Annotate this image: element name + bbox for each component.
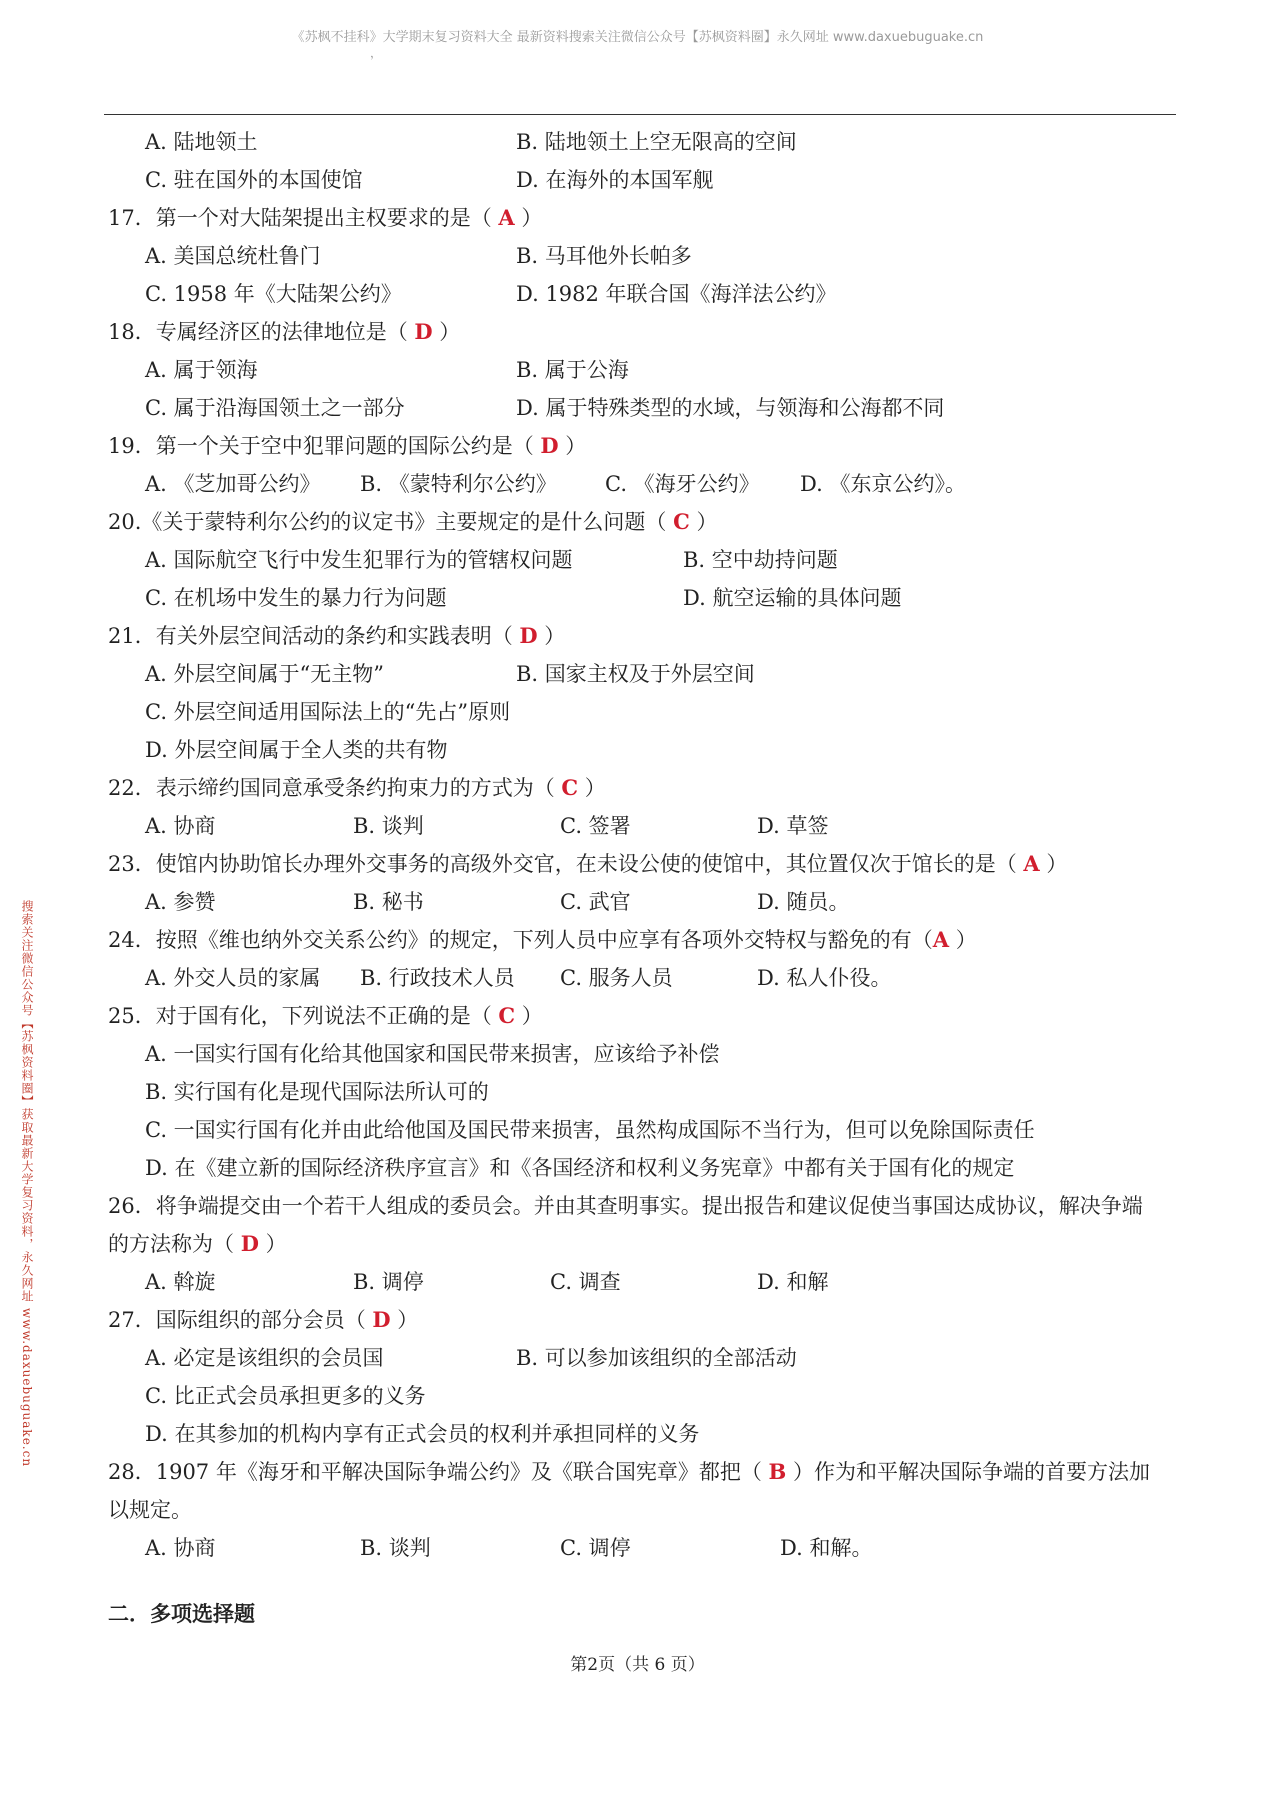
- question-24: 24．按照《维也纳外交关系公约》的规定，下列人员中应享有各项外交特权与豁免的有（A ）: [108, 927, 977, 952]
- option-line: C. 比正式会员承担更多的义务: [145, 1384, 426, 1408]
- option-line: D. 在《建立新的国际经济秩序宣言》和《各国经济和权利义务宪章》中都有关于国有化的规定: [145, 1156, 1015, 1180]
- option-line: C. 属于沿海国领土之一部分: [145, 396, 405, 420]
- answer-17: A: [498, 205, 515, 230]
- option-line: D. 外层空间属于全人类的共有物: [145, 738, 448, 762]
- question-22: 22．表示缔约国同意承受条约拘束力的方式为（ C ）: [108, 775, 606, 800]
- question-17: 17．第一个对大陆架提出主权要求的是（ A ）: [108, 205, 543, 230]
- option-line: A. 美国总统杜鲁门: [145, 244, 321, 268]
- answer-27: D: [372, 1307, 391, 1332]
- answer-26: D: [240, 1231, 259, 1256]
- answer-21: D: [519, 623, 538, 648]
- question-21: 21．有关外层空间活动的条约和实践表明（ D ）: [108, 623, 566, 648]
- option-line: A. 协商: [145, 814, 216, 838]
- option-line: D. 在海外的本国军舰: [516, 168, 714, 192]
- option-line: A. 必定是该组织的会员国: [145, 1346, 384, 1370]
- option-line: B. 陆地领土上空无限高的空间: [516, 130, 797, 154]
- option-line: D. 随员。: [757, 890, 850, 914]
- option-line: A. 属于领海: [145, 358, 258, 382]
- side-watermark-text: 搜索关注微信公众号【苏枫资料圈】获取最新大学复习资料，永久网址 www.daxuebuguake.cn: [20, 900, 34, 1468]
- option-line: C. 调查: [550, 1270, 621, 1294]
- option-line: B. 实行国有化是现代国际法所认可的: [145, 1080, 489, 1104]
- option-line: D. 在其参加的机构内享有正式会员的权利并承担同样的义务: [145, 1422, 700, 1446]
- option-line: A. 陆地领土: [145, 130, 258, 154]
- option-line: C. 在机场中发生的暴力行为问题: [145, 586, 447, 610]
- answer-28: B: [768, 1459, 787, 1484]
- option-line: C. 服务人员: [560, 966, 673, 990]
- option-line: B. 谈判: [360, 1536, 431, 1560]
- answer-19: D: [540, 433, 559, 458]
- option-line: A. 参赞: [145, 890, 216, 914]
- option-line: B. 行政技术人员: [360, 966, 515, 990]
- option-line: C. 一国实行国有化并由此给他国及国民带来损害，虽然构成国际不当行为，但可以免除国际责任: [145, 1118, 1035, 1142]
- option-line: B. 空中劫持问题: [683, 548, 838, 572]
- answer-20: C: [673, 509, 690, 534]
- option-line: A. 国际航空飞行中发生犯罪行为的管辖权问题: [145, 548, 573, 572]
- question-28-cont: 以规定。: [108, 1498, 192, 1522]
- question-26-cont: 的方法称为（ D ）: [108, 1231, 287, 1256]
- answer-25: C: [498, 1003, 516, 1028]
- question-20: 20.《关于蒙特利尔公约的议定书》主要规定的是什么问题（ C ）: [108, 509, 718, 534]
- option-line: C. 1958 年《大陆架公约》: [145, 282, 402, 306]
- option-line: B. 马耳他外长帕多: [516, 244, 692, 268]
- option-line: C. 《海牙公约》: [605, 472, 760, 496]
- option-line: C. 驻在国外的本国使馆: [145, 168, 363, 192]
- question-27: 27．国际组织的部分会员（ D ）: [108, 1307, 419, 1332]
- option-line: D. 属于特殊类型的水域，与领海和公海都不同: [516, 396, 945, 420]
- option-line: A. 协商: [145, 1536, 216, 1560]
- option-line: B. 可以参加该组织的全部活动: [516, 1346, 797, 1370]
- option-line: C. 调停: [560, 1536, 631, 1560]
- option-line: A. 斡旋: [145, 1270, 216, 1294]
- question-23: 23．使馆内协助馆长办理外交事务的高级外交官，在未设公使的使馆中，其位置仅次于馆长的是（ A ）: [108, 851, 1068, 876]
- option-line: D. 私人仆役。: [757, 966, 892, 990]
- answer-24: A: [932, 927, 950, 952]
- question-25: 25．对于国有化，下列说法不正确的是（ C ）: [108, 1003, 543, 1028]
- answer-18: D: [414, 319, 433, 344]
- option-line: C. 外层空间适用国际法上的“先占”原则: [145, 700, 511, 724]
- option-line: A. 外交人员的家属: [145, 966, 321, 990]
- option-line: A. 外层空间属于“无主物”: [145, 662, 384, 686]
- option-line: D. 1982 年联合国《海洋法公约》: [516, 282, 837, 306]
- option-line: B. 谈判: [353, 814, 424, 838]
- page-footer: 第2页（共 6 页）: [570, 1655, 705, 1675]
- option-line: D. 和解。: [780, 1536, 873, 1560]
- option-line: B. 属于公海: [516, 358, 629, 382]
- option-line: C. 武官: [560, 890, 631, 914]
- option-line: D. 和解: [757, 1270, 829, 1294]
- option-line: D. 《东京公约》。: [800, 472, 966, 496]
- page-header: 《苏枫不挂科》大学期末复习资料大全 最新资料搜索关注微信公众号【苏枫资料圈】永久网址 www.daxuebuguake.cn: [291, 30, 984, 45]
- option-line: B. 调停: [353, 1270, 424, 1294]
- question-26: 26．将争端提交由一个若干人组成的委员会。并由其查明事实。提出报告和建议促使当事国达成协议，解决争端: [108, 1194, 1143, 1218]
- answer-22: C: [561, 775, 579, 800]
- option-line: C. 签署: [560, 814, 631, 838]
- header-mark: ，: [370, 46, 383, 60]
- question-19: 19．第一个关于空中犯罪问题的国际公约是（ D ）: [108, 433, 587, 458]
- option-line: A. 一国实行国有化给其他国家和国民带来损害，应该给予补偿: [145, 1042, 720, 1066]
- header-rule: [104, 114, 1176, 115]
- option-line: A. 《芝加哥公约》: [145, 472, 321, 496]
- option-line: D. 航空运输的具体问题: [683, 586, 902, 610]
- option-line: B. 《蒙特利尔公约》: [360, 472, 557, 496]
- option-line: B. 国家主权及于外层空间: [516, 662, 755, 686]
- option-line: B. 秘书: [353, 890, 424, 914]
- question-18: 18．专属经济区的法律地位是（ D ）: [108, 319, 461, 344]
- option-line: D. 草签: [757, 814, 829, 838]
- answer-23: A: [1023, 851, 1040, 876]
- question-28: 28．1907 年《海牙和平解决国际争端公约》及《联合国宪章》都把（ B ）作为和平解决国际争端的首要方法加: [108, 1459, 1150, 1484]
- section-title: 二．多项选择题: [108, 1601, 255, 1626]
